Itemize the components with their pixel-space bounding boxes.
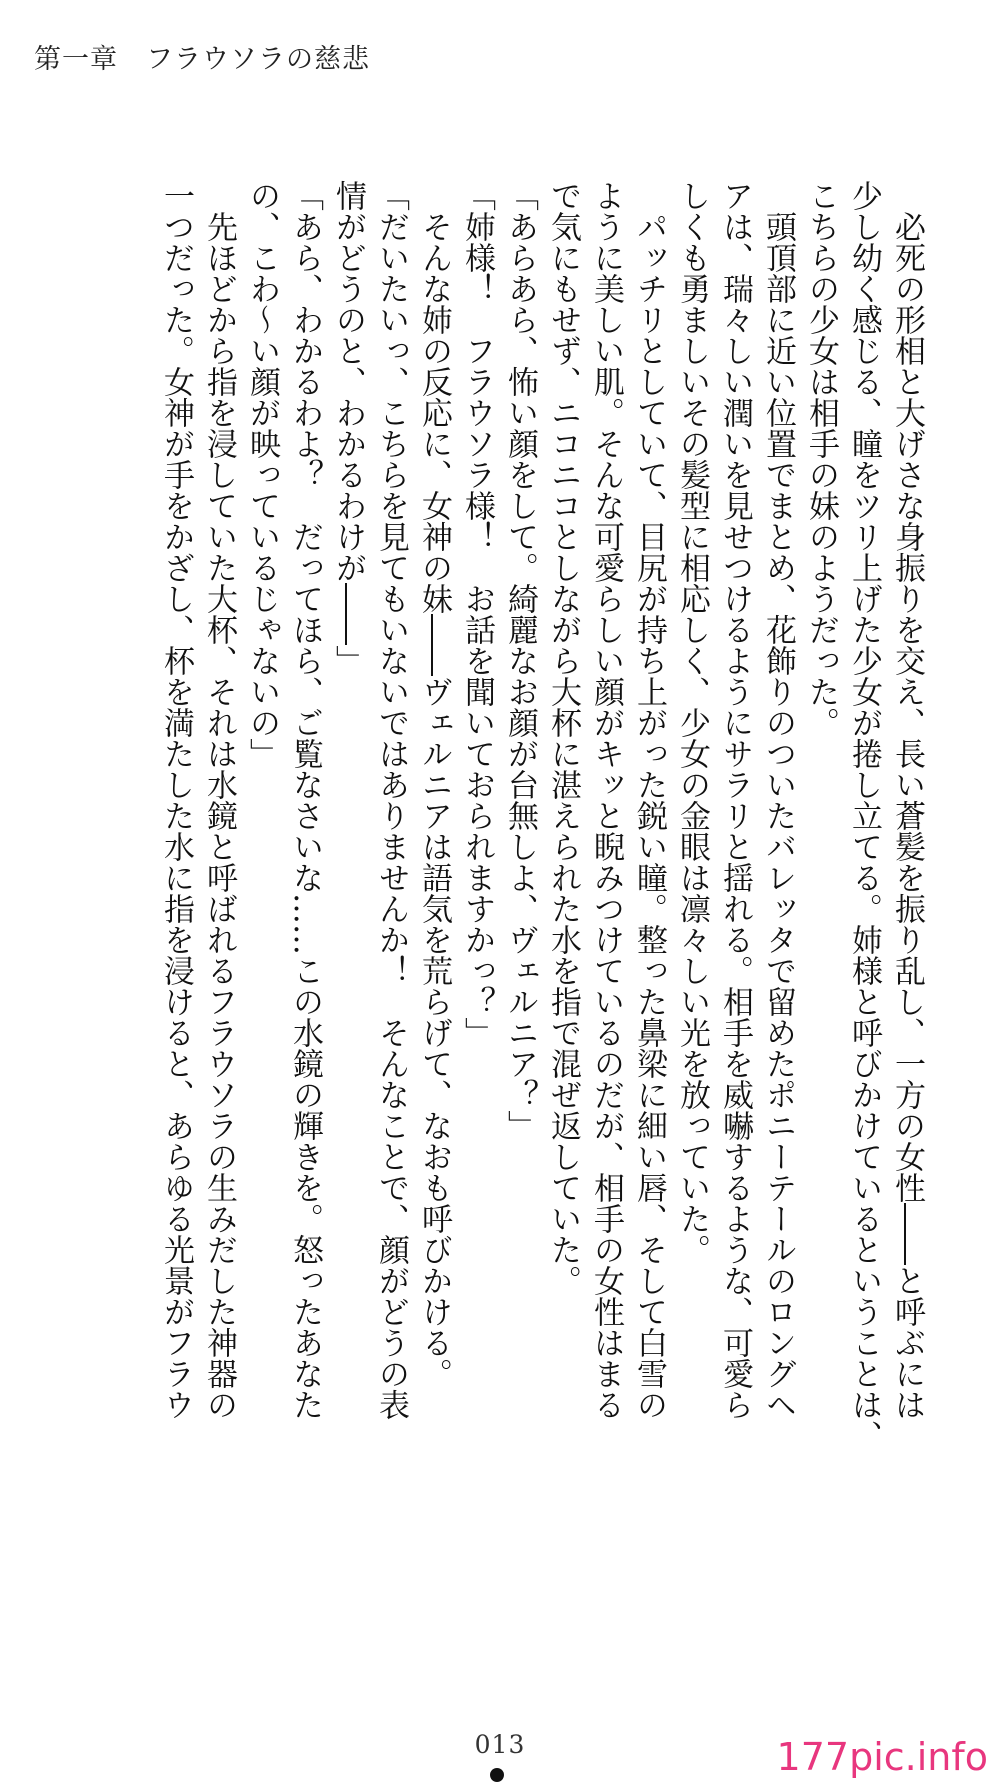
chapter-title: 第一章 フラウソラの慈悲	[34, 44, 370, 75]
page-ornament-dot	[490, 1768, 504, 1782]
text-line: 「あらあら、怖い顔をして。綺麗なお顔が台無しよ、ヴェルニア？」	[502, 180, 538, 1141]
text-line: 少し幼く感じる、瞳をツリ上げた少女が捲し立てる。姉様と呼びかけているということは、	[846, 180, 882, 1451]
text-line: 「だいたいっ、こちらを見てもいないではありませんか！ そんなことで、顔がどうの表	[373, 180, 409, 1420]
page-number: 013	[474, 1730, 526, 1759]
text-line: アは、瑞々しい潤いを見せつけるようにサラリと揺れる。相手を威嚇するような、可愛ら	[717, 180, 753, 1420]
text-line: 必死の形相と大げさな身振りを交え、長い蒼髪を振り乱し、一方の女性――と呼ぶには	[889, 180, 925, 1420]
text-line: で気にもせず、ニコニコとしながら大杯に湛えられた水を指で混ぜ返していた。	[545, 180, 581, 1296]
text-line: しくも勇ましいその髪型に相応しく、少女の金眼は凛々しい光を放っていた。	[674, 180, 710, 1265]
text-line: ように美しい肌。そんな可愛らしい顔がキッと睨みつけているのだが、相手の女性はまる	[588, 180, 624, 1420]
text-line: そんな姉の反応に、女神の妹――ヴェルニアは語気を荒らげて、なおも呼びかける。	[416, 180, 452, 1389]
watermark-text: 177pic.info	[776, 1735, 988, 1779]
text-line: 情がどうのと、わかるわけが――」	[330, 180, 366, 676]
text-line: こちらの少女は相手の妹のようだった。	[803, 180, 839, 738]
text-line: 「姉様！ フラウソラ様！ お話を聞いておられますかっ？」	[459, 180, 495, 1048]
text-line: パッチリとしていて、目尻が持ち上がった鋭い瞳。整った鼻梁に細い唇、そして白雪の	[631, 180, 667, 1420]
text-line: 一つだった。女神が手をかざし、杯を満たした水に指を浸けると、あらゆる光景がフラウ	[158, 180, 194, 1420]
text-line: 「あら、わかるわよ？ だってほら、ご覧なさいな……この水鏡の輝きを。怒ったあなた	[287, 180, 323, 1420]
text-line: の、こわ～い顔が映っているじゃないの」	[244, 180, 280, 769]
text-line: 頭頂部に近い位置でまとめ、花飾りのついたバレッタで留めたポニーテールのロングヘ	[760, 180, 796, 1420]
text-line: 先ほどから指を浸していた大杯、それは水鏡と呼ばれるフラウソラの生みだした神器の	[201, 180, 237, 1420]
vertical-body-text	[28, 180, 928, 1480]
